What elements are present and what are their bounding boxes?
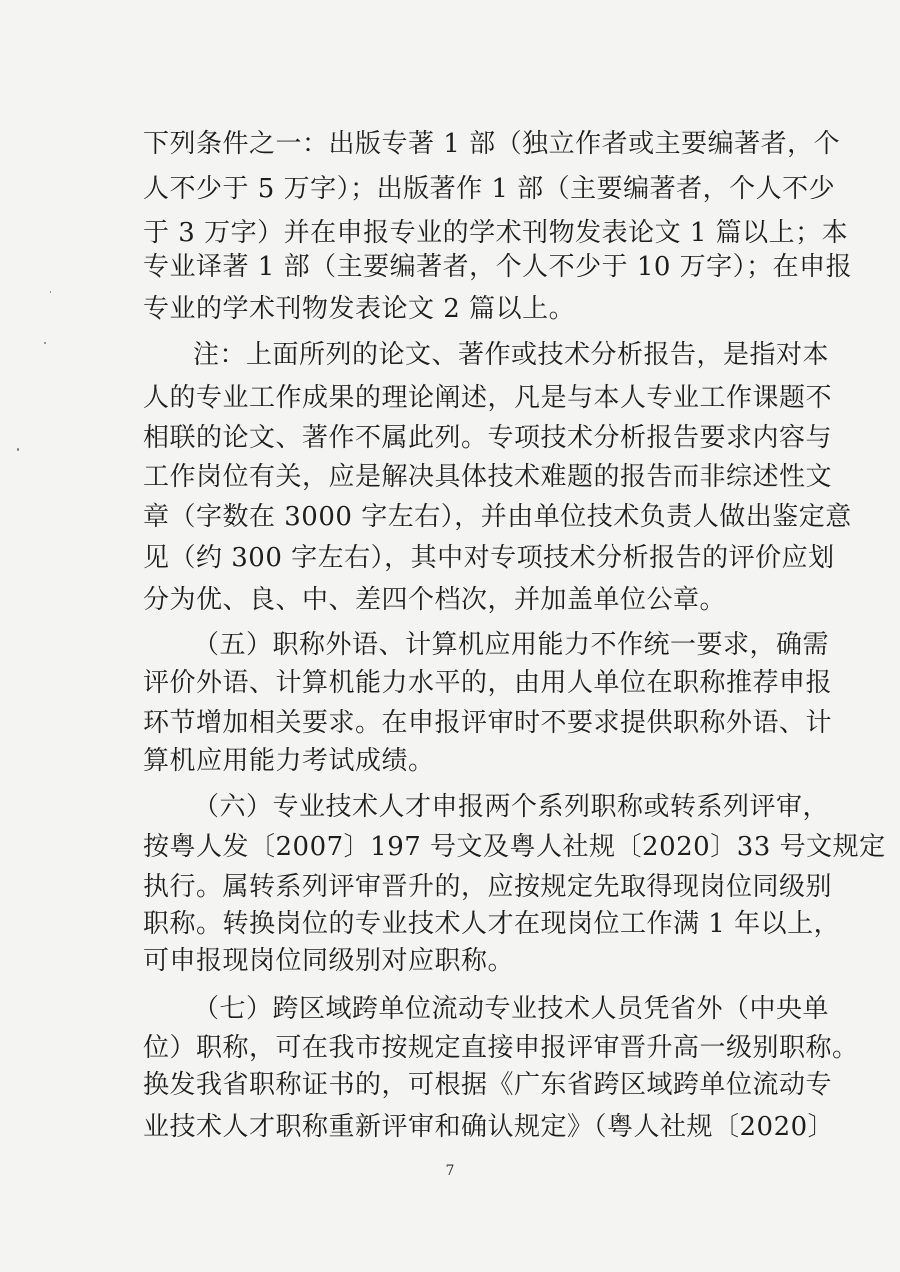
text-line: 注：上面所列的论文、著作或技术分析报告，是指对本 bbox=[193, 340, 830, 370]
text-line: （六）专业技术人才申报两个系列职称或转系列评审， bbox=[193, 792, 830, 822]
scan-speck bbox=[50, 291, 51, 293]
page-number: 7 bbox=[445, 1163, 455, 1179]
text-line: 章（字数在 3000 字左右），并由单位技术负责人做出鉴定意 bbox=[143, 502, 852, 532]
text-line: 按粤人发〔2007〕197 号文及粤人社规〔2020〕33 号文规定 bbox=[143, 832, 886, 862]
text-line: 算机应用能力考试成绩。 bbox=[143, 746, 435, 776]
text-line: 人的专业工作成果的理论阐述，凡是与本人专业工作课题不 bbox=[143, 383, 833, 413]
text-line: （五）职称外语、计算机应用能力不作统一要求，确需 bbox=[193, 630, 830, 660]
text-line: 人不少于 5 万字）；出版著作 1 部（主要编著者，个人不少 bbox=[143, 174, 836, 204]
text-line: 换发我省职称证书的，可根据《广东省跨区域跨单位流动专 bbox=[143, 1070, 833, 1100]
text-line: 评价外语、计算机能力水平的，由用人单位在职称推荐申报 bbox=[143, 668, 833, 698]
text-line: 职称。转换岗位的专业技术人才在现岗位工作满 1 年以上， bbox=[143, 909, 841, 939]
text-line: 位）职称，可在我市按规定直接申报评审晋升高一级别职称。 bbox=[143, 1033, 859, 1063]
text-line: 专业的学术刊物发表论文 2 篇以上。 bbox=[143, 294, 576, 324]
text-line: 见（约 300 字左右），其中对专项技术分析报告的评价应划 bbox=[143, 543, 835, 573]
text-line: 于 3 万字）并在申报专业的学术刊物发表论文 1 篇以上；本 bbox=[143, 218, 849, 248]
text-line: 相联的论文、著作不属此列。专项技术分析报告要求内容与 bbox=[143, 423, 833, 453]
text-line: 专业译著 1 部（主要编著者，个人不少于 10 万字）；在申报 bbox=[143, 252, 853, 282]
text-line: （七）跨区域跨单位流动专业技术人员凭省外（中央单 bbox=[193, 994, 830, 1024]
text-line: 下列条件之一：出版专著 1 部（独立作者或主要编著者，个 bbox=[143, 129, 841, 159]
text-line: 分为优、良、中、差四个档次，并加盖单位公章。 bbox=[143, 585, 727, 615]
text-line: 执行。属转系列评审晋升的，应按规定先取得现岗位同级别 bbox=[143, 872, 833, 902]
scan-speck bbox=[17, 448, 19, 451]
text-line: 业技术人才职称重新评审和确认规定》（粤人社规〔2020〕 bbox=[143, 1112, 835, 1142]
text-line: 环节增加相关要求。在申报评审时不要求提供职称外语、计 bbox=[143, 708, 833, 738]
scan-speck bbox=[44, 342, 46, 344]
text-line: 工作岗位有关，应是解决具体技术难题的报告而非综述性文 bbox=[143, 462, 833, 492]
text-line: 可申报现岗位同级别对应职称。 bbox=[143, 946, 515, 976]
